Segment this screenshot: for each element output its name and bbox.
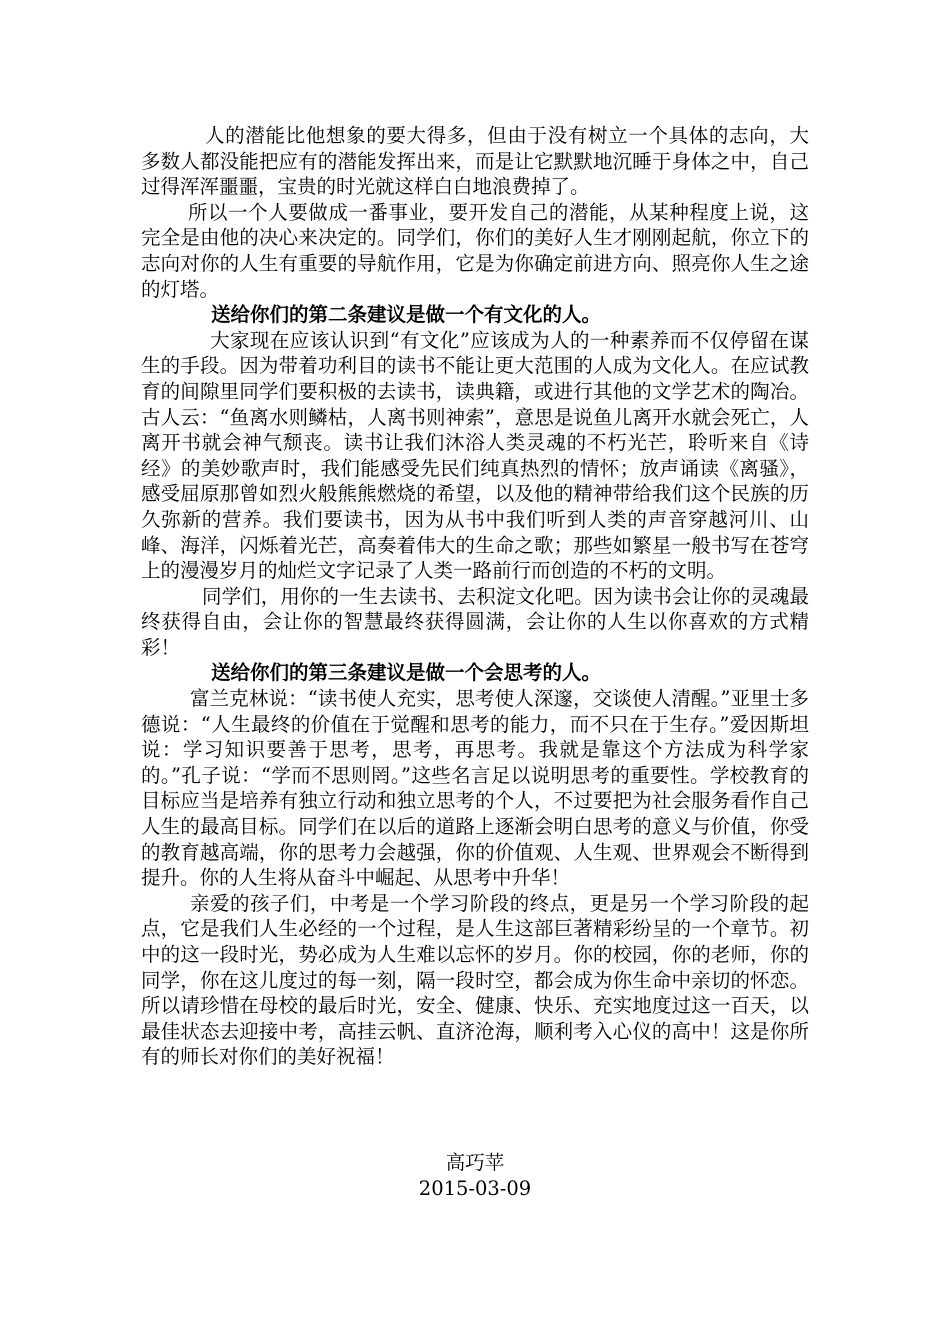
paragraph-closing: 亲爱的孩子们，中考是一个学习阶段的终点，更是另一个学习阶段的起点，它是我们人生必经的一个过程，是人生这部巨著精彩纷呈的一个章节。初中的这一段时光，势必成为人生难以忘怀的岁月。你的校园，你的老师，你的同学，你在这儿度过的每一刻，隔一段时空，都会成为你生命中亲切的怀恋。所以请珍惜在母校的最后时光，安全、健康、快乐、充实地度过这一百天，以最佳状态去迎接中考，高挂云帆、直济沧海，顺利考入心仪的高中！这是你所有的师长对你们的美好祝福！ [141,891,809,1069]
document-body [141,123,809,1070]
signature-name: 高巧苹 [445,1151,505,1174]
paragraph-determination: 所以一个人要做成一番事业，要开发自己的潜能，从某种程度上说，这完全是由他的决心来决定的。同学们，你们的美好人生才刚刚起航，你立下的志向对你的人生有重要的导航作用，它是为你确定前进方向、照亮你人生之途的灯塔。 [141,200,809,301]
paragraph-reading: 同学们，用你的一生去读书、去积淀文化吧。因为读书会让你的灵魂最终获得自由，会让你的智慧最终获得圆满，会让你的人生以你喜欢的方式精彩！ [141,584,809,659]
heading-third-advice: 送给你们的第三条建议是做一个会思考的人。 [211,661,602,685]
heading-second-advice: 送给你们的第二条建议是做一个有文化的人。 [211,303,602,327]
paragraph-culture: 大家现在应该认识到“有文化”应该成为人的一种素养而不仅停留在谋生的手段。因为带着功利目的读书不能让更大范围的人成为文化人。在应试教育的间隙里同学们要积极的去读书，读典籍，或进行其他的文学艺术的陶冶。古人云：“鱼离水则鳞枯，人离书则神索”，意思是说鱼儿离开水就会死亡，人离开书就会神气颓丧。读书让我们沐浴人类灵魂的不朽光芒，聆听来自《诗经》的美妙歌声时，我们能感受先民们纯真热烈的情怀；放声诵读《离骚》，感受屈原那曾如烈火般熊熊燃烧的希望，以及他的精神带给我们这个民族的历久弥新的营养。我们要读书，因为从书中我们听到人类的声音穿越河川、山峰、海洋，闪烁着光芒，高奏着伟大的生命之歌；那些如繁星一般书写在苍穹上的漫漫岁月的灿烂文字记录了人类一路前行而创造的不朽的文明。 [141,328,809,583]
signature-date: 2015-03-09 [418,1177,532,1200]
paragraph-thinking: 富兰克林说：“读书使人充实，思考使人深邃，交谈使人清醒。”亚里士多德说：“人生最终的价值在于觉醒和思考的能力，而不只在于生存。”爱因斯坦说：学习知识要善于思考，思考，再思考。我就是靠这个方法成为科学家的。”孔子说：“学而不思则罔。”这些名言足以说明思考的重要性。学校教育的目标应当是培养有独立行动和独立思考的个人，不过要把为社会服务看作自己人生的最高目标。同学们在以后的道路上逐渐会明白思考的意义与价值，你受的教育越高端，你的思考力会越强，你的价值观、人生观、世界观会不断得到提升。你的人生将从奋斗中崛起、从思考中升华！ [141,687,809,890]
paragraph-potential: 人的潜能比他想象的要大得多，但由于没有树立一个具体的志向，大多数人都没能把应有的潜能发挥出来，而是让它默默地沉睡于身体之中，自己过得浑浑噩噩，宝贵的时光就这样白白地浪费掉了。 [141,124,809,199]
